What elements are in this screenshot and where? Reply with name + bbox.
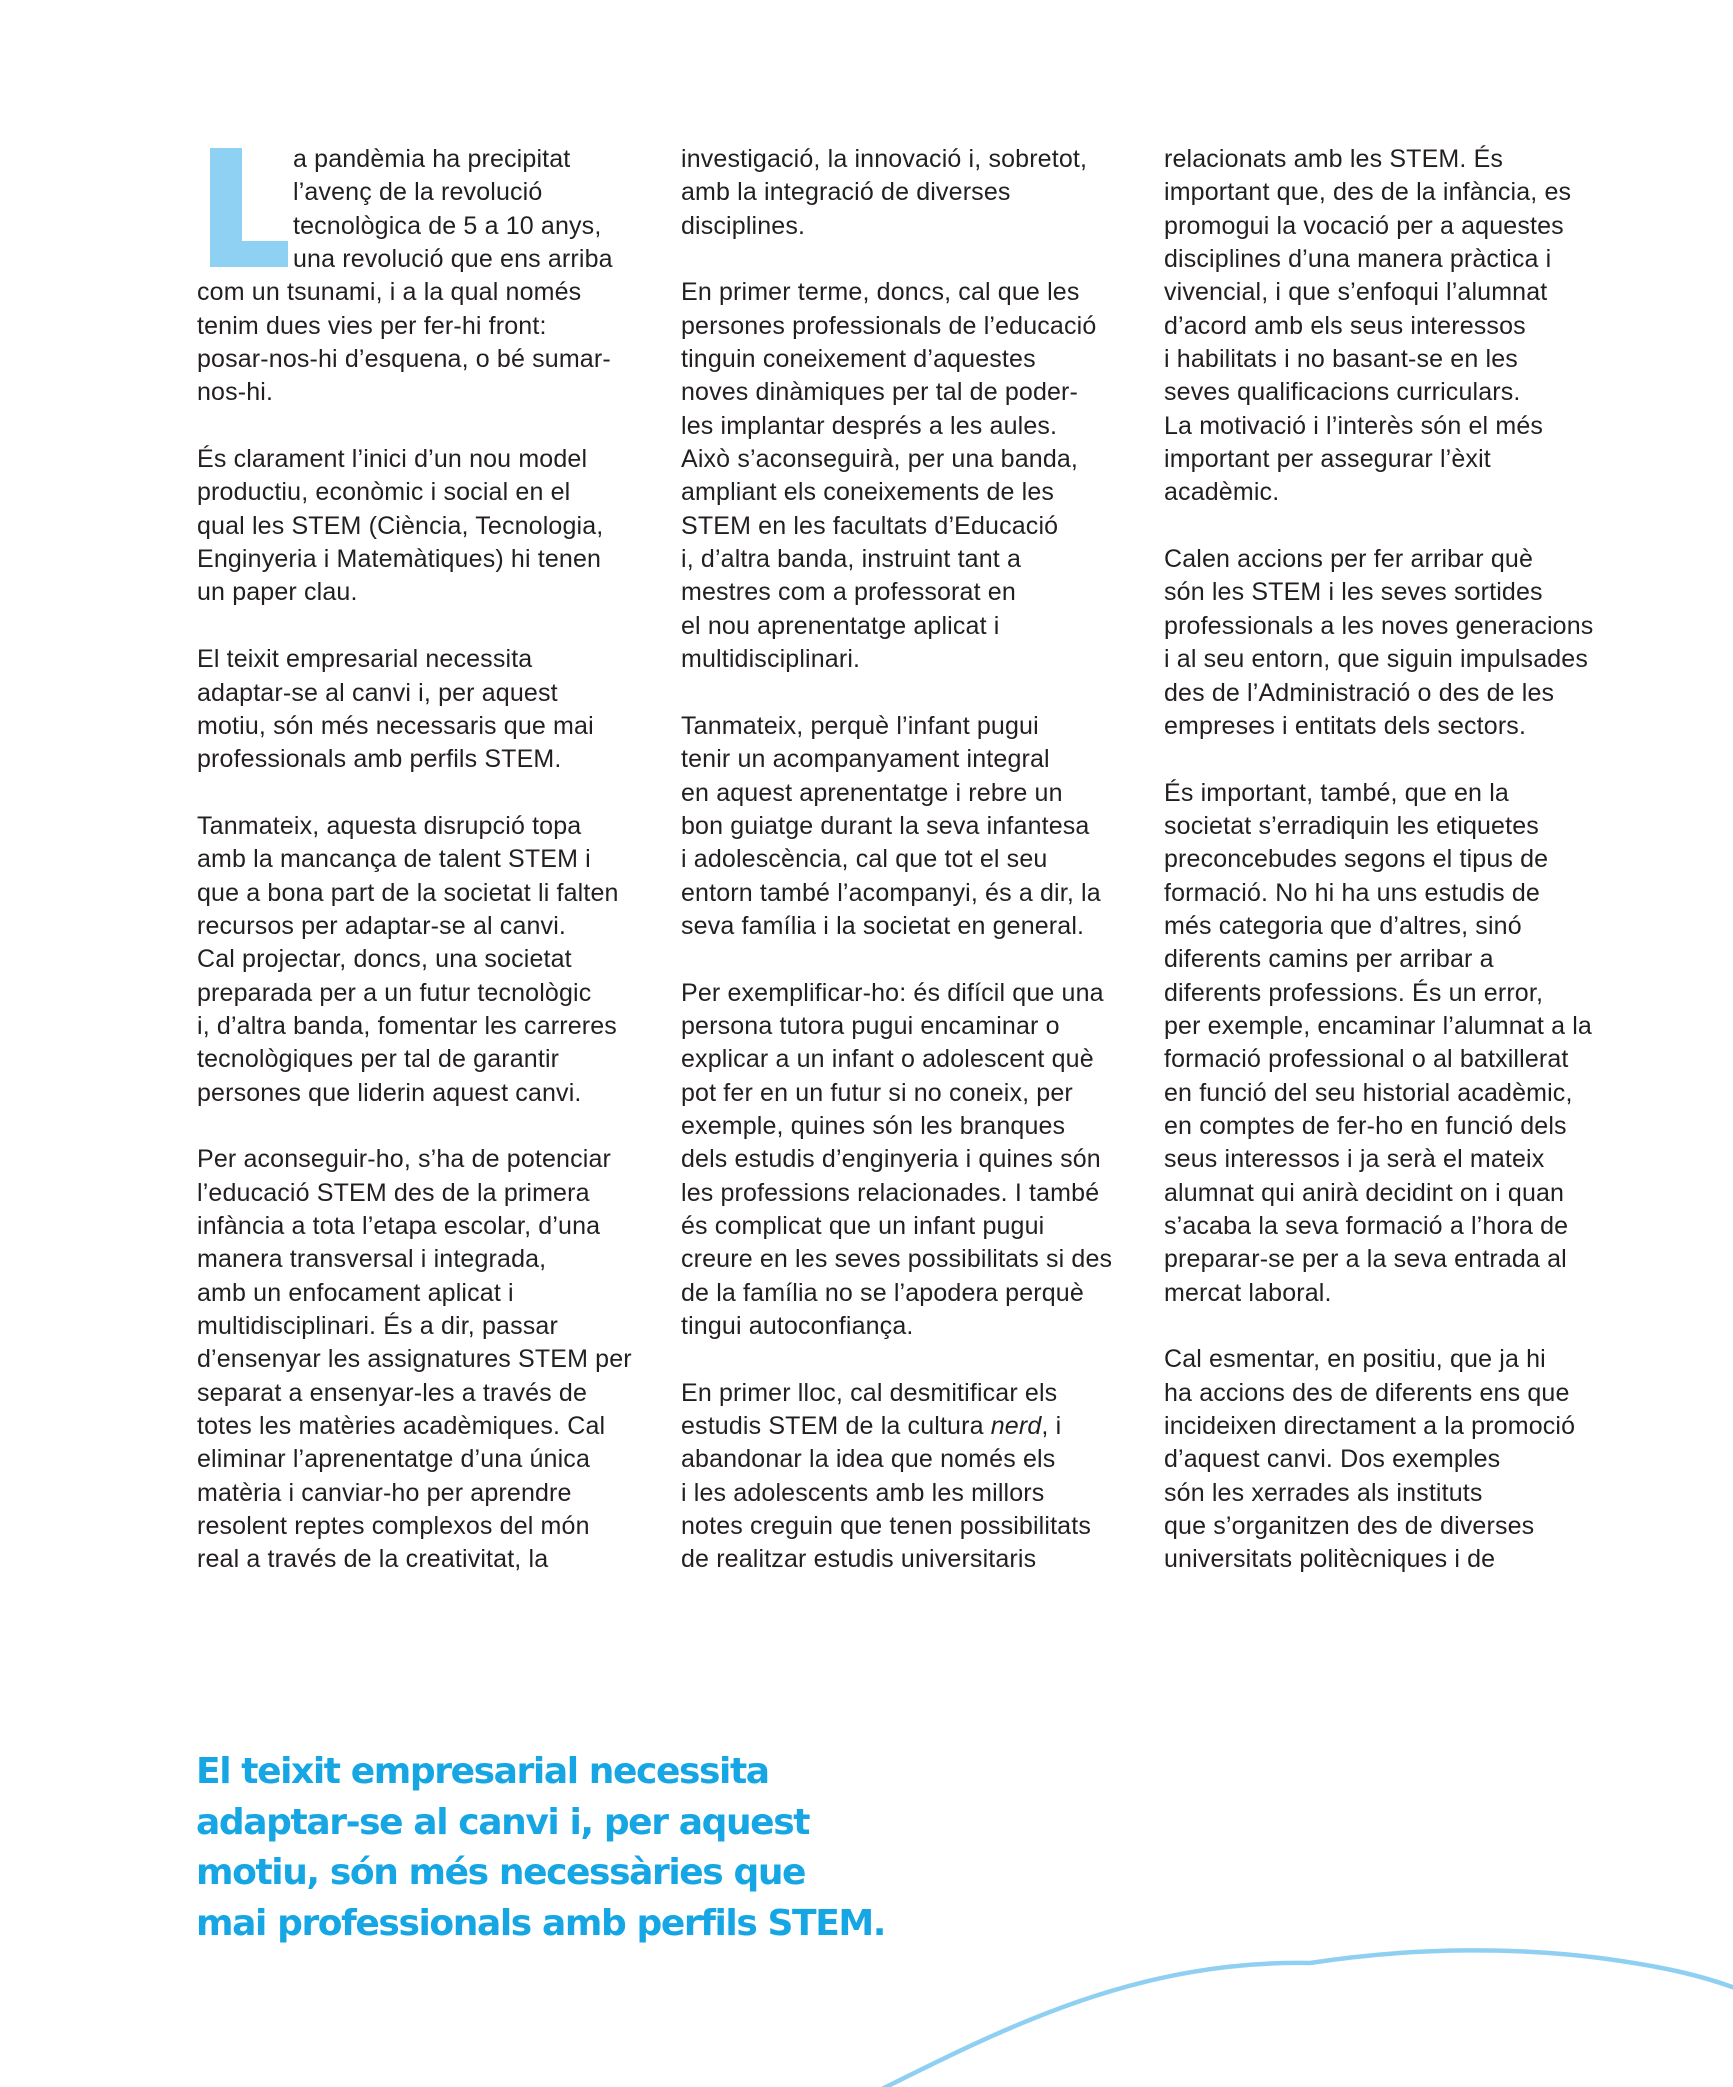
article-line: Cal esmentar, en positiu, que ja hi: [1164, 1345, 1546, 1374]
column-body: [681, 143, 1151, 1577]
article-line: Cal projectar, doncs, una societat: [197, 945, 572, 974]
article-line: són les STEM i les seves sortides: [1164, 578, 1543, 607]
article-line: seves qualificacions curriculars.: [1164, 378, 1521, 407]
article-line: formació. No hi ha uns estudis de: [1164, 878, 1540, 907]
article-line: qual les STEM (Ciència, Tecnologia,: [197, 511, 604, 540]
article-line: És important, també, que en la: [1164, 778, 1509, 807]
article-line: Enginyeria i Matemàtiques) hi tenen: [197, 545, 602, 574]
article-paragraph: [197, 443, 667, 610]
article-line: en funció del seu historial acadèmic,: [1164, 1078, 1573, 1107]
article-paragraph: [1164, 777, 1634, 1311]
article-line: i al seu entorn, que siguin impulsades: [1164, 645, 1589, 674]
article-line: d’ensenyar les assignatures STEM per: [197, 1345, 632, 1374]
article-line: creure en les seves possibilitats si des: [681, 1245, 1113, 1274]
article-line: professionals amb perfils STEM.: [197, 745, 562, 774]
article-line: El teixit empresarial necessita: [197, 645, 533, 674]
article-paragraph: [197, 810, 667, 1110]
article-line: a pandèmia ha precipitat: [293, 145, 571, 173]
article-line: en comptes de fer-ho en funció dels: [1164, 1111, 1567, 1140]
article-line: vivencial, i que s’enfoqui l’alumnat: [1164, 278, 1548, 307]
dropcap-foot: [210, 241, 288, 267]
article-line: diferents camins per arribar a: [1164, 945, 1494, 974]
article-line: separat a ensenyar-les a través de: [197, 1378, 588, 1407]
article-line: i adolescència, cal que tot el seu: [681, 845, 1048, 874]
article-line: En primer terme, doncs, cal que les: [681, 278, 1080, 307]
article-line: Calen accions per fer arribar què: [1164, 545, 1534, 574]
article-paragraph: [681, 1377, 1151, 1577]
article-line: societat s’erradiquin les etiquetes: [1164, 811, 1539, 840]
article-paragraph: [681, 143, 1151, 243]
article-line: és complicat que un infant pugui: [681, 1212, 1045, 1240]
article-line: per exemple, encaminar l’alumnat a la: [1164, 1011, 1592, 1040]
article-line: persona tutora pugui encaminar o: [681, 1011, 1060, 1040]
article-line: seva família i la societat en general.: [681, 911, 1085, 940]
article-line: Això s’aconseguirà, per una banda,: [681, 445, 1079, 474]
article-line: Per aconseguir-ho, s’ha de potenciar: [197, 1145, 611, 1174]
article-line: mestres com a professorat en: [681, 578, 1016, 607]
article-line: productiu, econòmic i social en el: [197, 478, 571, 507]
article-column-1: [197, 143, 667, 1577]
article-line: que a bona part de la societat li falten: [197, 878, 619, 907]
article-line: Tanmateix, perquè l’infant pugui: [681, 711, 1039, 740]
article-line: Tanmateix, aquesta disrupció topa: [197, 811, 582, 840]
article-line: una revolució que ens arriba: [293, 245, 613, 274]
article-line: És clarament l’inici d’un nou model: [197, 445, 588, 474]
article-line: preconcebudes segons el tipus de: [1164, 845, 1549, 874]
pull-quote: [196, 1747, 956, 1949]
article-line: des de l’Administració o des de les: [1164, 678, 1555, 707]
italic-term: nerd: [990, 1412, 1042, 1441]
article-paragraph: [681, 710, 1151, 943]
article-paragraph: [1164, 543, 1634, 743]
article-paragraph: [681, 276, 1151, 676]
article-line: les professions relacionades. I també: [681, 1178, 1100, 1207]
article-line: s’acaba la seva formació a l’hora de: [1164, 1212, 1569, 1240]
article-line: les implantar després a les aules.: [681, 411, 1058, 440]
article-line: infància a tota l’etapa escolar, d’una: [197, 1212, 601, 1240]
article-line: un paper clau.: [197, 578, 358, 607]
article-line: d’acord amb els seus interessos: [1164, 311, 1526, 340]
article-line: preparada per a un futur tecnològic: [197, 978, 592, 1007]
column-body: [197, 143, 667, 1577]
article-line: notes creguin que tenen possibilitats: [681, 1512, 1091, 1541]
article-line: preparar-se per a la seva entrada al: [1164, 1245, 1567, 1274]
article-line: seus interessos i ja serà el mateix: [1164, 1145, 1545, 1174]
pull-quote-line: adaptar-se al canvi i, per aquest: [196, 1801, 810, 1843]
article-line: persones professionals de l’educació: [681, 311, 1097, 340]
article-line: tecnològica de 5 a 10 anys,: [293, 211, 602, 240]
article-line: en aquest aprenentatge i rebre un: [681, 778, 1063, 807]
article-column-3: [1164, 143, 1634, 1577]
article-line: motiu, són més necessaris que mai: [197, 711, 594, 740]
article-line: En primer lloc, cal desmitificar els: [681, 1378, 1058, 1407]
article-line: adaptar-se al canvi i, per aquest: [197, 678, 558, 707]
article-line: posar-nos-hi d’esquena, o bé sumar-: [197, 345, 611, 374]
article-line: tenim dues vies per fer-hi front:: [197, 311, 547, 340]
article-line: relacionats amb les STEM. És: [1164, 145, 1504, 173]
article-line: que s’organitzen des de diverses: [1164, 1512, 1535, 1541]
article-line: important per assegurar l’èxit: [1164, 445, 1491, 474]
article-line: més categoria que d’altres, sinó: [1164, 911, 1522, 940]
article-line: tinguin coneixement d’aquestes: [681, 345, 1036, 374]
article-paragraph: [1164, 1343, 1634, 1576]
article-line: real a través de la creativitat, la: [197, 1545, 549, 1574]
article-line: abandonar la idea que només els: [681, 1445, 1056, 1474]
article-line: amb un enfocament aplicat i: [197, 1278, 514, 1307]
article-line: ha accions des de diferents ens que: [1164, 1378, 1570, 1407]
article-line: amb la integració de diverses: [681, 178, 1011, 207]
article-line: important que, des de la infància, es: [1164, 178, 1572, 207]
article-line: manera transversal i integrada,: [197, 1245, 547, 1274]
article-line: Per exemplificar-ho: és difícil que una: [681, 978, 1104, 1007]
article-line: amb la mancança de talent STEM i: [197, 845, 591, 874]
article-line: noves dinàmiques per tal de poder-: [681, 378, 1079, 407]
article-line: diferents professions. És un error,: [1164, 978, 1544, 1007]
article-line: promogui la vocació per a aquestes: [1164, 211, 1564, 240]
article-line: de realitzar estudis universitaris: [681, 1545, 1037, 1574]
article-line: investigació, la innovació i, sobretot,: [681, 145, 1088, 173]
article-line: disciplines d’una manera pràctica i: [1164, 245, 1552, 274]
article-paragraph: [1164, 143, 1634, 510]
article-line: de la família no se l’apodera perquè: [681, 1278, 1084, 1307]
article-line: d’aquest canvi. Dos exemples: [1164, 1445, 1501, 1474]
article-line: eliminar l’aprenentatge d’una única: [197, 1445, 591, 1474]
article-line: acadèmic.: [1164, 478, 1280, 507]
column-body: [1164, 143, 1634, 1577]
article-line: i les adolescents amb les millors: [681, 1478, 1045, 1507]
article-line: universitats politècniques i de: [1164, 1545, 1496, 1574]
article-line: com un tsunami, i a la qual només: [197, 278, 582, 307]
article-line: recursos per adaptar-se al canvi.: [197, 911, 567, 940]
article-line: i, d’altra banda, fomentar les carreres: [197, 1011, 617, 1040]
pull-quote-line: El teixit empresarial necessita: [196, 1751, 769, 1792]
article-line: bon guiatge durant la seva infantesa: [681, 811, 1090, 840]
article-column-2: [681, 143, 1151, 1577]
article-paragraph: [681, 977, 1151, 1344]
article-line: totes les matèries acadèmiques. Cal: [197, 1412, 606, 1441]
article-line: disciplines.: [681, 211, 806, 240]
article-line: mercat laboral.: [1164, 1278, 1332, 1307]
article-line: el nou aprenentatge aplicat i: [681, 611, 1000, 640]
article-line: resolent reptes complexos del món: [197, 1512, 590, 1541]
article-line: multidisciplinari.: [681, 645, 861, 674]
article-line: l’avenç de la revolució: [293, 178, 543, 207]
pull-quote-line: motiu, són més necessàries que: [196, 1852, 806, 1893]
article-line: formació professional o al batxillerat: [1164, 1045, 1569, 1074]
article-line: persones que liderin aquest canvi.: [197, 1078, 582, 1107]
article-line: explicar a un infant o adolescent què: [681, 1045, 1094, 1074]
article-line: i habilitats i no basant-se en les: [1164, 345, 1518, 374]
article-line: exemple, quines són les branques: [681, 1111, 1066, 1140]
article-line: són les xerrades als instituts: [1164, 1478, 1483, 1507]
article-line: tingui autoconfiança.: [681, 1312, 914, 1341]
article-line: pot fer en un futur si no coneix, per: [681, 1078, 1073, 1107]
article-line: ampliant els coneixements de les: [681, 478, 1055, 507]
article-line: incideixen directament a la promoció: [1164, 1412, 1576, 1441]
article-line: empreses i entitats dels sectors.: [1164, 711, 1527, 740]
article-line: tecnològiques per tal de garantir: [197, 1045, 560, 1074]
article-line: professionals a les noves generacions: [1164, 611, 1594, 640]
article-line: nos-hi.: [197, 378, 274, 407]
article-line: multidisciplinari. És a dir, passar: [197, 1312, 558, 1341]
article-line: STEM en les facultats d’Educació: [681, 511, 1059, 540]
article-line: alumnat qui anirà decidint on i quan: [1164, 1178, 1565, 1207]
article-line: i, d’altra banda, instruint tant a: [681, 545, 1022, 574]
article-line: estudis STEM de la cultura nerd, i: [681, 1412, 1062, 1441]
article-paragraph: [197, 1143, 667, 1576]
article-line: entorn també l’acompanyi, és a dir, la: [681, 878, 1101, 907]
article-line: matèria i canviar-ho per aprendre: [197, 1478, 572, 1507]
article-line: tenir un acompanyament integral: [681, 745, 1050, 774]
article-line: l’educació STEM des de la primera: [197, 1178, 590, 1207]
article-line: La motivació i l’interès són el més: [1164, 411, 1544, 440]
pull-quote-line: mai professionals amb perfils STEM.: [196, 1902, 886, 1944]
dropcap-L-icon: [210, 148, 288, 267]
article-paragraph: [197, 643, 667, 776]
article-line: dels estudis d’enginyeria i quines són: [681, 1145, 1101, 1174]
